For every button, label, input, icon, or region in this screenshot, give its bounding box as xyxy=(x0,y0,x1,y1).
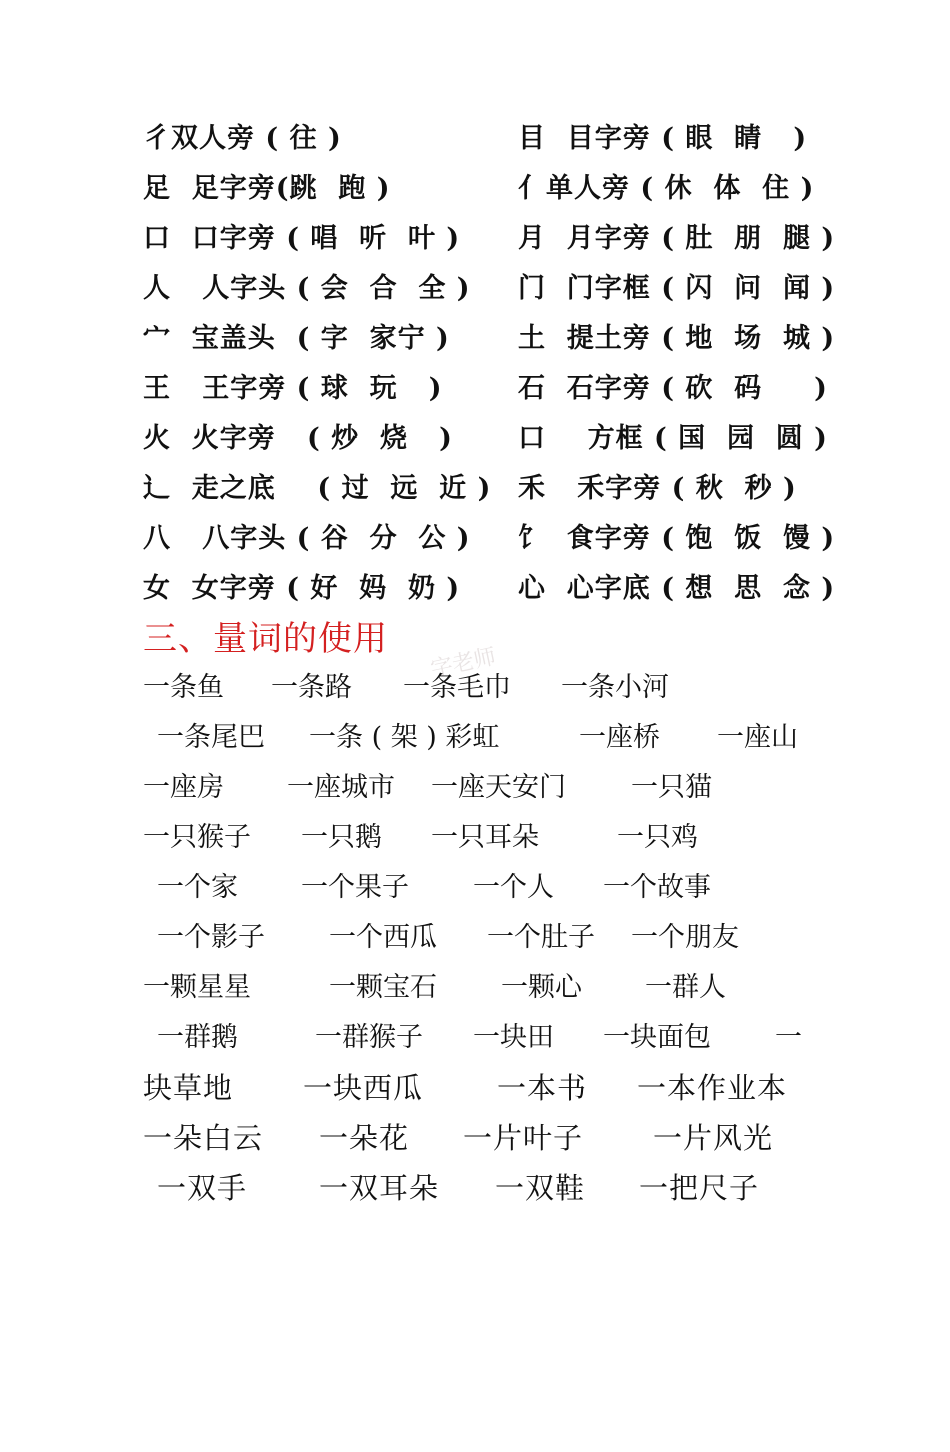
radical-row xyxy=(143,416,828,466)
measure-word: 一座城市 xyxy=(287,772,395,803)
radical-entry: 口 口字旁 ( 唱 听 叶 ) xyxy=(143,223,461,254)
measure-word: 一个西瓜 xyxy=(329,922,437,953)
measure-word: 一只猫 xyxy=(631,772,712,803)
measure-word: 一本作业本 xyxy=(637,1071,788,1105)
watermark: 字老师 xyxy=(428,644,499,683)
radical-entry: 土 提土旁 ( 地 场 城 ) xyxy=(518,323,836,354)
radical-entry: 王 王字旁 ( 球 玩 ) xyxy=(143,373,443,404)
measure-word: 一 xyxy=(775,1022,802,1053)
radical-row xyxy=(143,116,823,166)
measure-word: 一块西瓜 xyxy=(303,1071,424,1105)
radical-entry: 石 石字旁 ( 砍 码 ) xyxy=(518,373,828,404)
measure-word: 一条 ( 架 ) 彩虹 xyxy=(309,722,500,753)
measure-word: 一双鞋 xyxy=(495,1171,586,1205)
measure-word-row xyxy=(143,1014,802,1062)
measure-word: 一颗宝石 xyxy=(329,972,437,1003)
measure-word: 一只猴子 xyxy=(143,822,251,853)
radical-row xyxy=(143,516,836,566)
radical-entry: 辶 走之底 ( 过 远 近 ) xyxy=(143,473,492,504)
radical-row xyxy=(143,166,823,216)
radical-row xyxy=(143,466,823,516)
measure-word: 一只耳朵 xyxy=(431,822,539,853)
measure-word: 一只鹅 xyxy=(301,822,382,853)
measure-word-row xyxy=(143,764,712,812)
radical-entry: 八 八字头 ( 谷 分 公 ) xyxy=(143,523,471,554)
measure-word: 一本书 xyxy=(497,1071,588,1105)
measure-word: 一把尺子 xyxy=(639,1171,760,1205)
measure-word: 一块面包 xyxy=(603,1022,711,1053)
section-heading: 三、量词的使用 xyxy=(143,619,388,659)
measure-word: 一座桥 xyxy=(579,722,660,753)
measure-word: 块草地 xyxy=(143,1071,234,1105)
radical-entry: 女 女字旁 ( 好 妈 奶 ) xyxy=(143,573,461,604)
radical-entry: 火 火字旁 ( 炒 烧 ) xyxy=(143,423,453,454)
radical-row xyxy=(143,216,836,266)
measure-word: 一个故事 xyxy=(603,872,711,903)
radical-entry: 彳双人旁 ( 往 ) xyxy=(143,123,342,154)
measure-word: 一片叶子 xyxy=(463,1121,584,1155)
measure-word: 一群猴子 xyxy=(315,1022,423,1053)
measure-word: 一群鹅 xyxy=(157,1022,238,1053)
radical-table xyxy=(143,116,836,616)
measure-word-row xyxy=(143,864,711,912)
radical-entry: 月 月字旁 ( 肚 朋 腿 ) xyxy=(518,223,836,254)
radical-row xyxy=(143,266,836,316)
measure-word: 一个家 xyxy=(157,872,238,903)
measure-word: 一颗心 xyxy=(501,972,582,1003)
radical-entry: 目 目字旁 ( 眼 睛 ) xyxy=(518,123,808,154)
measure-word-row xyxy=(143,1114,774,1162)
measure-word: 一双手 xyxy=(157,1171,248,1205)
measure-word: 一条小河 xyxy=(561,672,669,703)
measure-word: 一双耳朵 xyxy=(319,1171,440,1205)
radical-entry: 饣 食字旁 ( 饱 饭 馒 ) xyxy=(518,523,836,554)
measure-word: 一块田 xyxy=(473,1022,554,1053)
measure-word-row xyxy=(143,714,798,762)
radical-row xyxy=(143,316,836,366)
measure-word-row xyxy=(143,664,669,712)
measure-word: 一颗星星 xyxy=(143,972,251,1003)
measure-word: 一条路 xyxy=(271,672,352,703)
radical-entry: 门 门字框 ( 闪 问 闻 ) xyxy=(518,273,836,304)
measure-word: 一个肚子 xyxy=(487,922,595,953)
measure-word-row xyxy=(143,1064,788,1112)
measure-word: 一朵白云 xyxy=(143,1121,264,1155)
measure-word: 一座天安门 xyxy=(431,772,566,803)
measure-word-row xyxy=(143,814,698,862)
radical-entry: 心 心字底 ( 想 思 念 ) xyxy=(518,573,836,604)
measure-word: 一条尾巴 xyxy=(157,722,265,753)
measure-word: 一条鱼 xyxy=(143,672,224,703)
measure-word: 一座山 xyxy=(717,722,798,753)
measure-word: 一个影子 xyxy=(157,922,265,953)
radical-entry: 宀 宝盖头 ( 字 家宁 ) xyxy=(143,323,450,354)
measure-word: 一个果子 xyxy=(301,872,409,903)
radical-entry: 足 足字旁(跳 跑 ) xyxy=(143,173,391,204)
measure-word: 一只鸡 xyxy=(617,822,698,853)
measure-word: 一个朋友 xyxy=(631,922,739,953)
measure-word-row xyxy=(143,1164,760,1212)
measure-word: 一座房 xyxy=(143,772,224,803)
radical-row xyxy=(143,366,828,416)
radical-entry: 人 人字头 ( 会 合 全 ) xyxy=(143,273,471,304)
measure-word: 一片风光 xyxy=(653,1121,774,1155)
measure-word-row xyxy=(143,964,726,1012)
measure-word: 一朵花 xyxy=(319,1121,410,1155)
measure-word: 一个人 xyxy=(473,872,554,903)
radical-entry: 亻单人旁 ( 休 体 住 ) xyxy=(518,173,815,204)
radical-row xyxy=(143,566,836,616)
measure-word: 一群人 xyxy=(645,972,726,1003)
radical-entry: 口 方框 ( 国 园 圆 ) xyxy=(518,423,828,454)
measure-word-row xyxy=(143,914,739,962)
radical-entry: 禾 禾字旁 ( 秋 秒 ) xyxy=(518,473,797,504)
measure-word: 一条毛巾 xyxy=(403,672,511,703)
